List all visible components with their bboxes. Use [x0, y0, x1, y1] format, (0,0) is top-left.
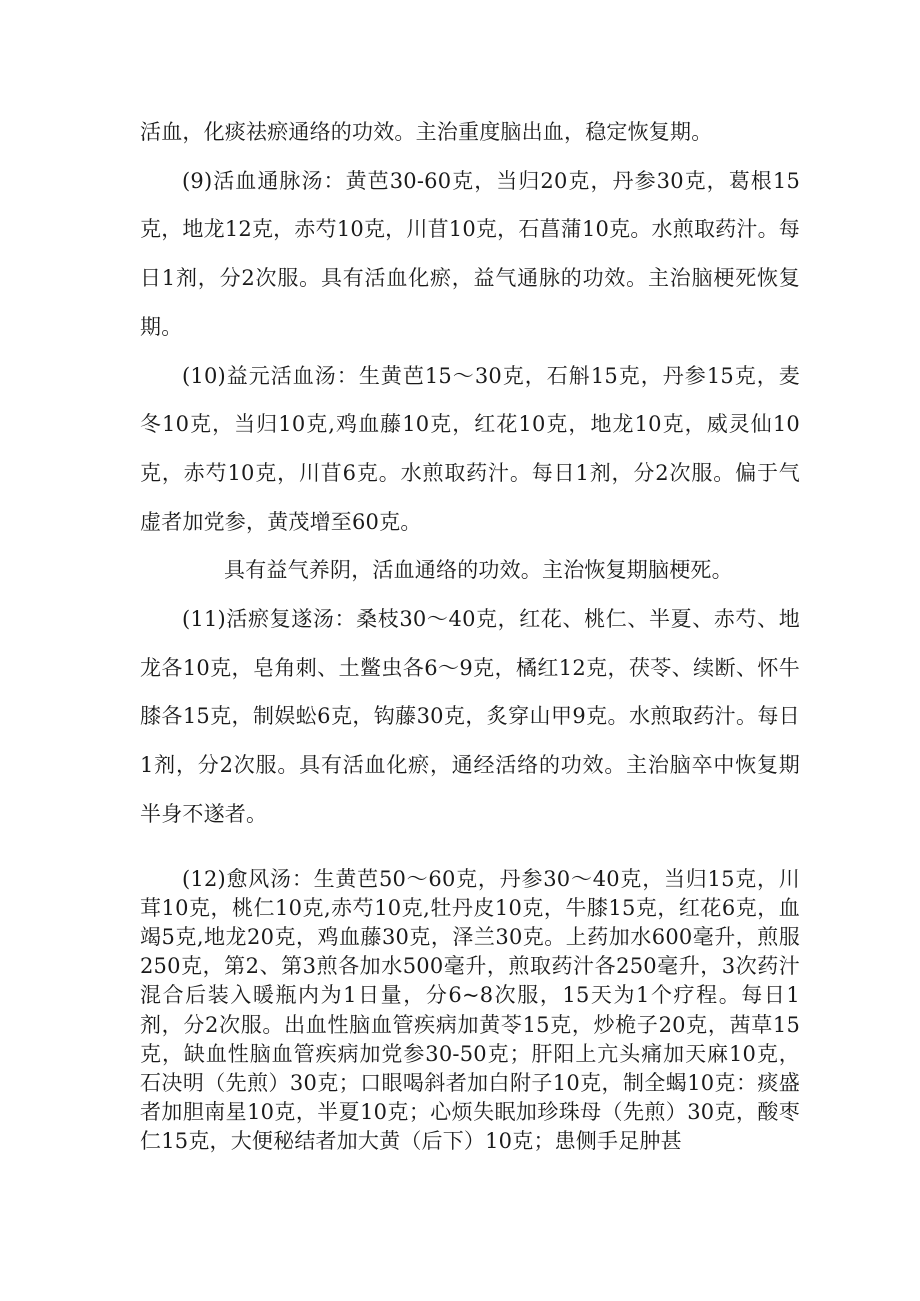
paragraph-formula-9: (9)活血通脉汤：黄芭30-60克，当归20克，丹参30克，葛根15克，地龙12克，赤芍10克，川苜10克，石菖蒲10克。水煎取药汁。每日1剂，分2次服。具有活血化瘀，益气通脉的功效。主治脑梗死恢复期。 — [140, 168, 800, 339]
paragraph-continuation: 活血，化痰祛瘀通络的功效。主治重度脑出血，稳定恢复期。 — [140, 120, 713, 144]
paragraph-formula-10-effect: 具有益气养阴，活血通络的功效。主治恢复期脑梗死。 — [224, 558, 733, 583]
paragraph-formula-11: (11)活瘀复遂汤：桑枝30～40克，红花、桃仁、半夏、赤芍、地龙各10克，皂角刺、土鳖虫各6～9克，橘红12克，茯苓、续断、怀牛膝各15克，制娱蚣6克，钩藤30克，炙穿山甲9克。水煎取药汁。每日1剂，分2次服。具有活血化瘀，通经活络的功效。主治脑卒中恢复期半身不遂者。 — [140, 607, 800, 826]
document-body — [140, 108, 800, 1157]
paragraph-formula-12: (12)愈风汤：生黄芭50～60克，丹参30～40克，当归15克，川茸10克，桃仁10克,赤芍10克,牡丹皮10克，牛膝15克，红花6克，血竭5克,地龙20克，鸡血藤30克，泽兰30克。上药加水600毫升，煎服250克，第2、第3煎各加水500毫升，煎取药汁各250毫升，3次药汁混合后装入暖瓶内为1日量，分6~8次服，15天为1个疗程。每日1剂，分2次服。出血性脑血管疾病加黄苓15克，炒桅子20克，茜草15克，缺血性脑血管疾病加党参30-50克；肝阳上亢头痛加天麻10克，石决明（先煎）30克；口眼喝斜者加白附子10克，制全蝎10克：痰盛者加胆南星10克，半夏10克；心烦失眠加珍珠母（先煎）30克，酸枣仁15克，大便秘结者加大黄（后下）10克；患侧手足肿甚 — [140, 866, 800, 1154]
paragraph-formula-10: (10)益元活血汤：生黄芭15～30克，石斛15克，丹参15克，麦冬10克，当归10克,鸡血藤10克，红花10克，地龙10克，威灵仙10克，赤芍10克，川苜6克。水煎取药汁。每日1剂，分2次服。偏于气虚者加党参，黄茂增至60克。 — [140, 363, 800, 534]
